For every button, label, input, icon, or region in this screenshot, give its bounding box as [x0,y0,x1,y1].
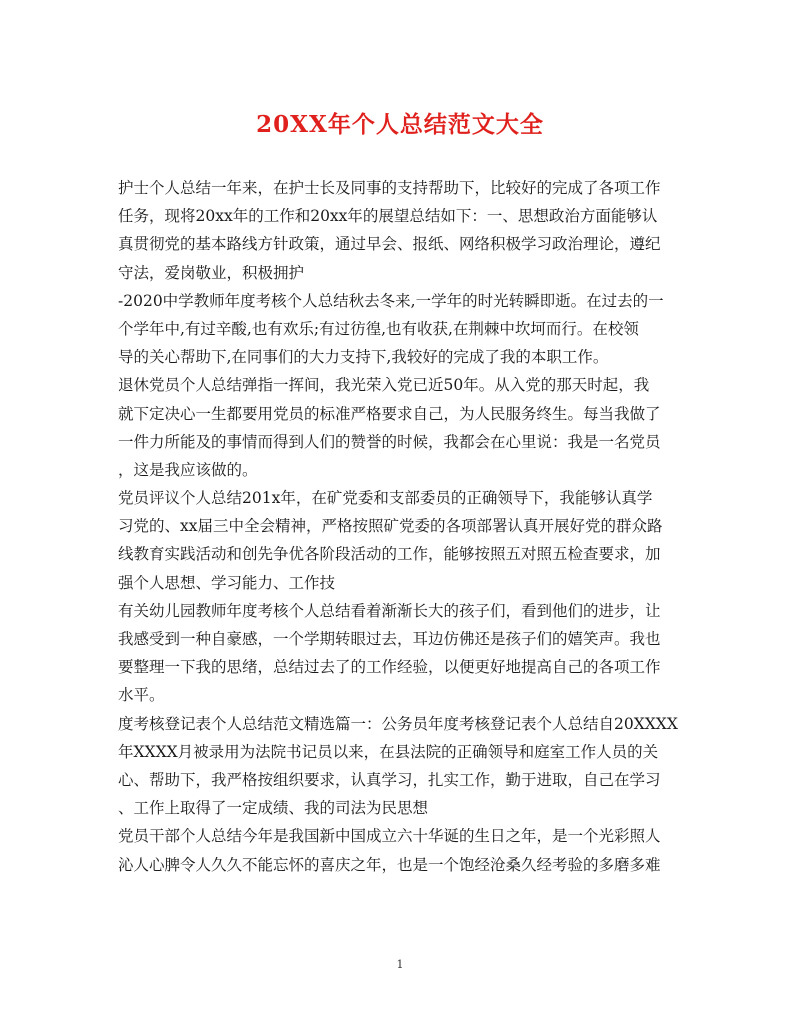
paragraph-line: 任务，现将20xx年的工作和20xx年的展望总结如下：一、思想政治方面能够认 [118,207,658,226]
paragraph-line: 个学年中,有过辛酸,也有欢乐;有过彷徨,也有收获,在荆棘中坎坷而行。在校领 [118,319,639,338]
paragraph-line: 党员评议个人总结201x年，在矿党委和支部委员的正确领导下，我能够认真学 [118,489,653,508]
paragraph-line: ，这是我应该做的。 [118,460,258,479]
paragraph-line: 就下定决心一生都要用党员的标准严格要求自己，为人民服务终生。每当我做了 [118,404,661,423]
paragraph-line: -2020中学教师年度考核个人总结秋去冬来,一学年的时光转瞬即逝。在过去的一 [118,291,664,310]
paragraph-line: 守法，爱岗敬业，积极拥护 [118,263,305,282]
paragraph-line: 强个人思想、学习能力、工作技 [118,573,336,592]
paragraph-line: 线教育实践活动和创先争优各阶段活动的工作，能够按照五对照五检查要求，加 [118,545,661,564]
paragraph [118,710,684,823]
paragraph [118,371,684,484]
paragraph [118,822,684,878]
paragraph-line: 有关幼儿园教师年度考核个人总结看着渐渐长大的孩子们，看到他们的进步，让 [118,601,661,620]
paragraph-line: 退休党员个人总结弹指一挥间，我光荣入党已近50年。从入党的那天时起，我 [118,376,650,395]
paragraph-line: 心、帮助下，我严格按组织要求，认真学习，扎实工作，勤于进取，自己在学习 [118,770,661,789]
paragraph-line: 护士个人总结一年来，在护士长及同事的支持帮助下，比较好的完成了各项工作 [118,179,661,197]
paragraph [118,174,684,287]
paragraph-line: 沁人心脾令人久久不能忘怀的喜庆之年，也是一个饱经沧桑久经考验的多磨多难 [118,855,661,874]
paragraph-line: 习党的、xx届三中全会精神，严格按照矿党委的各项部署认真开展好党的群众路 [118,517,663,536]
paragraph-line: 年XXXX月被录用为法院书记员以来，在县法院的正确领导和庭室工作人员的关 [118,742,659,761]
paragraph-line: 度考核登记表个人总结范文精选篇一：公务员年度考核登记表个人总结自20XXXX [118,714,678,733]
paragraph-line: 要整理一下我的思绪，总结过去了的工作经验，以便更好地提高自己的各项工作 [118,658,661,677]
document-body [118,174,684,879]
paragraph-line: 我感受到一种自豪感，一个学期转眼过去，耳边仿佛还是孩子们的嬉笑声。我也 [118,630,661,648]
paragraph-line: 水平。 [118,686,165,705]
paragraph-line: 真贯彻党的基本路线方针政策，通过早会、报纸、网络积极学习政治理论，遵纪 [118,235,661,254]
paragraph-line: 、工作上取得了一定成绩、我的司法为民思想 [118,799,429,818]
paragraph-line: 党员干部个人总结今年是我国新中国成立六十华诞的生日之年，是一个光彩照人 [118,827,661,846]
paragraph-line: 一件力所能及的事情而得到人们的赞誉的时候，我都会在心里说：我是一名党员 [118,432,661,451]
paragraph [118,287,684,372]
paragraph [118,597,684,710]
paragraph-line: 导的关心帮助下,在同事们的大力支持下,我较好的完成了我的本职工作。 [118,348,609,367]
document-title: 20XX年个人总结范文大全 [256,111,544,138]
page-number: 1 [396,958,404,971]
paragraph [118,484,684,597]
